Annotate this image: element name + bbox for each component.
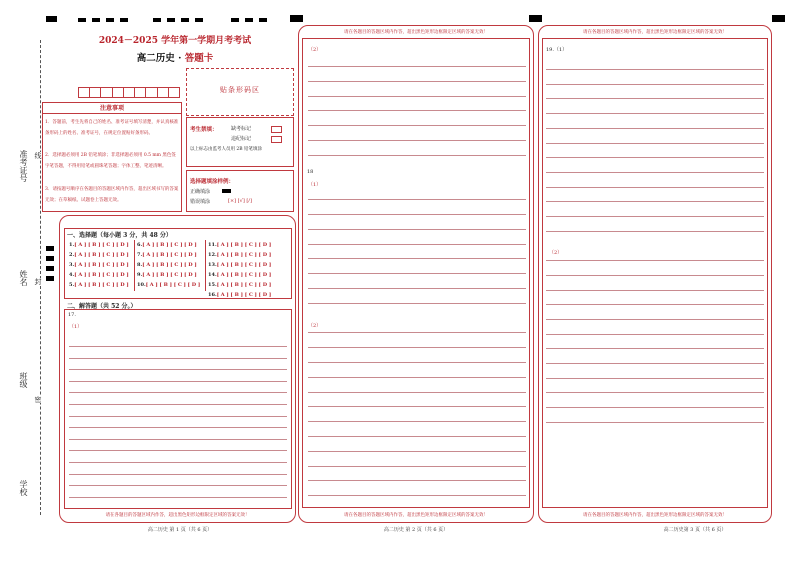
answer-line: [308, 229, 526, 230]
fill-example-title: 选择题填涂样例：: [190, 179, 235, 185]
answer-line: [308, 288, 526, 289]
answer-line: [308, 362, 526, 363]
out-of-area-warning: 请在各题目的答题区域内作答，超出黑色矩形边框限定区域的答案无效！: [344, 513, 488, 518]
answer-line: [69, 381, 287, 382]
choice-row[interactable]: [69, 270, 129, 280]
class-label: 班级: [19, 372, 28, 388]
answer-line: [546, 172, 764, 173]
choice-col-3[interactable]: [208, 240, 271, 300]
answer-line: [546, 231, 764, 232]
choice-row[interactable]: [69, 260, 129, 270]
page-subtitle: [70, 50, 280, 64]
answer-line: [308, 377, 526, 378]
answer-line: [308, 258, 526, 259]
answer-line: [546, 128, 764, 129]
wrong-fill-label: 错误填涂: [190, 199, 211, 205]
question-18-2-label: （2）: [308, 323, 322, 329]
answer-line: [546, 348, 764, 349]
q-num: 1.: [69, 242, 75, 248]
registration-mark: [92, 18, 100, 22]
mark-label: 考生禁填：: [190, 127, 218, 133]
answer-line: [308, 199, 526, 200]
answer-line: [546, 363, 764, 364]
school-label: 学校: [19, 480, 28, 496]
question-19-1-label: 19.（1）: [546, 47, 568, 53]
answer-line: [308, 495, 526, 496]
choice-row[interactable]: [137, 260, 200, 270]
subtitle-main: 高二历史 ·: [136, 53, 185, 64]
side-mark: [46, 256, 54, 261]
choice-col-2[interactable]: [137, 240, 200, 290]
side-mark: [46, 276, 54, 281]
q-num: 2.: [69, 252, 75, 258]
answer-line: [546, 143, 764, 144]
answer-line: [546, 304, 764, 305]
choice-row[interactable]: [208, 280, 271, 290]
question-19-2-label: （2）: [549, 250, 563, 256]
answer-line: [546, 98, 764, 99]
answer-line: [69, 416, 287, 417]
choice-row[interactable]: [208, 270, 271, 280]
page-footer-2: 高二历史 第 2 页（共 6 页）: [383, 527, 449, 533]
q-num: 5.: [69, 282, 75, 288]
answer-line: [546, 260, 764, 261]
q-num: 4.: [69, 272, 75, 278]
exam-number-grid[interactable]: [78, 87, 180, 98]
answer-line: [308, 81, 526, 82]
q-num: 10.: [137, 282, 146, 288]
q-options[interactable]: [ A ] [ B ] [ C ] [ D ]: [74, 272, 129, 278]
essay-area-17[interactable]: [64, 309, 292, 509]
answer-line: [308, 244, 526, 245]
q-options[interactable]: [ A ] [ B ] [ C ] [ D ]: [142, 242, 197, 248]
choice-divider: [134, 240, 135, 291]
question-17-1-label: （1）: [69, 324, 83, 330]
q-options[interactable]: [ A ] [ B ] [ C ] [ D ]: [216, 292, 272, 298]
registration-mark: [181, 18, 189, 22]
answer-line: [308, 110, 526, 111]
q-options[interactable]: [ A ] [ B ] [ C ] [ D ]: [74, 252, 129, 258]
answer-line: [308, 347, 526, 348]
q-num: 11.: [208, 242, 217, 248]
wrong-fill-samples: [×] [√] [/]: [228, 198, 252, 204]
q-options[interactable]: [ A ] [ B ] [ C ] [ D ]: [74, 242, 129, 248]
registration-mark: [231, 18, 239, 22]
violation-label: 违纪标记: [231, 136, 252, 142]
answer-line: [546, 422, 764, 423]
q-options[interactable]: [ A ] [ B ] [ C ] [ D ]: [145, 282, 201, 288]
answer-line: [69, 439, 287, 440]
q-options[interactable]: [ A ] [ B ] [ C ] [ D ]: [142, 262, 197, 268]
choice-row[interactable]: [69, 240, 129, 250]
choice-row[interactable]: [69, 250, 129, 260]
registration-mark: [153, 18, 161, 22]
q-options[interactable]: [ A ] [ B ] [ C ] [ D ]: [74, 282, 129, 288]
binding-seal-char: 封: [34, 278, 42, 285]
q-options[interactable]: [ A ] [ B ] [ C ] [ D ]: [216, 282, 272, 288]
q-options[interactable]: [ A ] [ B ] [ C ] [ D ]: [216, 272, 272, 278]
binding-line-char: 线: [34, 152, 42, 159]
question-18-label: 18: [307, 169, 314, 175]
answer-line: [308, 96, 526, 97]
answer-line: [69, 462, 287, 463]
answer-line: [69, 346, 287, 347]
answer-line: [546, 69, 764, 70]
answer-line: [308, 273, 526, 274]
notice-item: 1．答题前，考生先将自己的姓名、准考证号填写清楚，并认真核准条形码上的姓名、准考证号，在规定位置贴好条形码。: [45, 120, 179, 136]
subtitle-red: 答题卡: [184, 53, 214, 64]
registration-mark: [529, 15, 542, 22]
q-num: 13.: [208, 262, 217, 268]
q-options[interactable]: [ A ] [ B ] [ C ] [ D ]: [216, 252, 272, 258]
question-17-label: 17.: [68, 312, 76, 318]
q-num: 9.: [137, 272, 143, 278]
answer-line: [546, 334, 764, 335]
answer-line: [69, 358, 287, 359]
q-num: 6.: [137, 242, 143, 248]
answer-line: [546, 378, 764, 379]
name-label: 姓名: [19, 270, 28, 286]
out-of-area-warning: 请在各题目的答题区域内作答，超出黑色矩形边框限定区域的答案无效！: [583, 513, 727, 518]
answer-line: [308, 303, 526, 304]
answer-line: [69, 369, 287, 370]
choice-divider: [205, 240, 206, 291]
registration-mark: [195, 18, 203, 22]
q-options[interactable]: [ A ] [ B ] [ C ] [ D ]: [216, 242, 272, 248]
missing-exam-checkbox[interactable]: [271, 126, 282, 133]
answer-line: [308, 332, 526, 333]
answer-line: [546, 84, 764, 85]
barcode-area-label: 贴条形码区: [220, 86, 260, 94]
essay-section-title: 二、解答题（共 52 分。）: [67, 303, 137, 310]
q-options[interactable]: [ A ] [ B ] [ C ] [ D ]: [142, 252, 197, 258]
correct-fill-sample: [222, 189, 231, 193]
answer-line: [546, 113, 764, 114]
choice-row[interactable]: [208, 240, 271, 250]
notice-title: 注意事项: [99, 105, 124, 112]
page-title: 2024－2025 学年第一学期月考考试: [98, 36, 252, 46]
answer-line: [69, 404, 287, 405]
q-num: 16.: [208, 292, 217, 298]
registration-mark: [245, 18, 253, 22]
registration-mark: [120, 18, 128, 22]
side-mark: [46, 246, 54, 251]
registration-mark: [167, 18, 175, 22]
answer-line: [546, 187, 764, 188]
q-options[interactable]: [ A ] [ B ] [ C ] [ D ]: [216, 262, 272, 268]
answer-line: [69, 392, 287, 393]
answer-line: [69, 474, 287, 475]
answer-line: [546, 157, 764, 158]
answer-line: [308, 480, 526, 481]
correct-fill-label: 正确填涂: [190, 189, 211, 195]
page-footer-1: 高二历史 第 1 页（共 6 页）: [147, 527, 213, 533]
registration-mark: [78, 18, 86, 22]
essay-area-page3[interactable]: [542, 38, 768, 508]
answer-line: [308, 214, 526, 215]
binding-secret-char: 密: [34, 396, 42, 403]
choice-row[interactable]: [69, 280, 129, 290]
choice-row[interactable]: [208, 260, 271, 270]
choice-row[interactable]: [137, 240, 200, 250]
answer-line: [308, 392, 526, 393]
answer-line: [308, 406, 526, 407]
q-options[interactable]: [ A ] [ B ] [ C ] [ D ]: [142, 272, 197, 278]
answer-line: [308, 155, 526, 156]
answer-line: [69, 497, 287, 498]
choice-row[interactable]: [208, 290, 271, 300]
exam-number-label: 准考证号: [19, 150, 28, 182]
registration-mark: [772, 15, 785, 22]
answer-line: [69, 427, 287, 428]
q-num: 8.: [137, 262, 143, 268]
answer-line: [546, 319, 764, 320]
answer-line: [308, 451, 526, 452]
notice-item: 2．选择题必须用 2B 铅笔填涂；非选择题必须用 0.5 mm 黑色签字笔答题，不得用铅笔或圆珠笔答题；字体工整、笔迹清晰。: [45, 153, 176, 169]
missing-exam-label: 缺考标记: [231, 126, 252, 132]
out-of-area-warning: 请在各题目的答题区域内作答，超出黑色矩形边框限定区域的答案无效！: [344, 30, 488, 35]
answer-line: [308, 436, 526, 437]
q-num: 12.: [208, 252, 217, 258]
notice-item: 3．请按题号顺序在各题目的答题区域内作答，超出区域书写的答案无效；在草稿纸、试题卷上答题无效。: [45, 187, 179, 203]
registration-mark: [46, 16, 57, 22]
registration-mark: [106, 18, 114, 22]
answer-line: [308, 421, 526, 422]
answer-line: [546, 216, 764, 217]
answer-line: [308, 125, 526, 126]
violation-checkbox[interactable]: [271, 136, 282, 143]
answer-line: [546, 290, 764, 291]
q-options[interactable]: [ A ] [ B ] [ C ] [ D ]: [74, 262, 129, 268]
choice-row[interactable]: [137, 280, 200, 290]
choice-row[interactable]: [137, 250, 200, 260]
choice-row[interactable]: [137, 270, 200, 280]
q-num: 7.: [137, 252, 143, 258]
answer-line: [546, 407, 764, 408]
q-num: 14.: [208, 272, 217, 278]
mark-note: 以上标志由监考人员用 2B 铅笔填涂: [190, 147, 263, 152]
q-num: 3.: [69, 262, 75, 268]
answer-line: [546, 201, 764, 202]
answer-line: [308, 466, 526, 467]
choice-col-1[interactable]: [69, 240, 129, 290]
choice-section-title: 一、选择题（每小题 3 分，共 48 分）: [67, 232, 172, 239]
registration-mark: [259, 18, 267, 22]
out-of-area-warning: 请在各题目的答题区域内作答，超出黑色矩形边框限定区域的答案无效！: [105, 513, 250, 518]
q-num: 15.: [208, 282, 217, 288]
answer-line: [308, 66, 526, 67]
page-footer-3: 高二历史第 3 页（共 6 页）: [663, 527, 727, 533]
side-mark: [46, 266, 54, 271]
answer-line: [69, 485, 287, 486]
answer-line: [69, 450, 287, 451]
question-18-1-label: （1）: [308, 182, 322, 188]
answer-line: [546, 392, 764, 393]
choice-row[interactable]: [208, 250, 271, 260]
registration-mark: [290, 15, 303, 22]
answer-line: [546, 275, 764, 276]
out-of-area-warning: 请在各题目的答题区域内作答，超出黑色矩形边框限定区域的答案无效！: [583, 30, 727, 35]
answer-line: [308, 140, 526, 141]
question-17-2-label: （2）: [308, 47, 322, 53]
